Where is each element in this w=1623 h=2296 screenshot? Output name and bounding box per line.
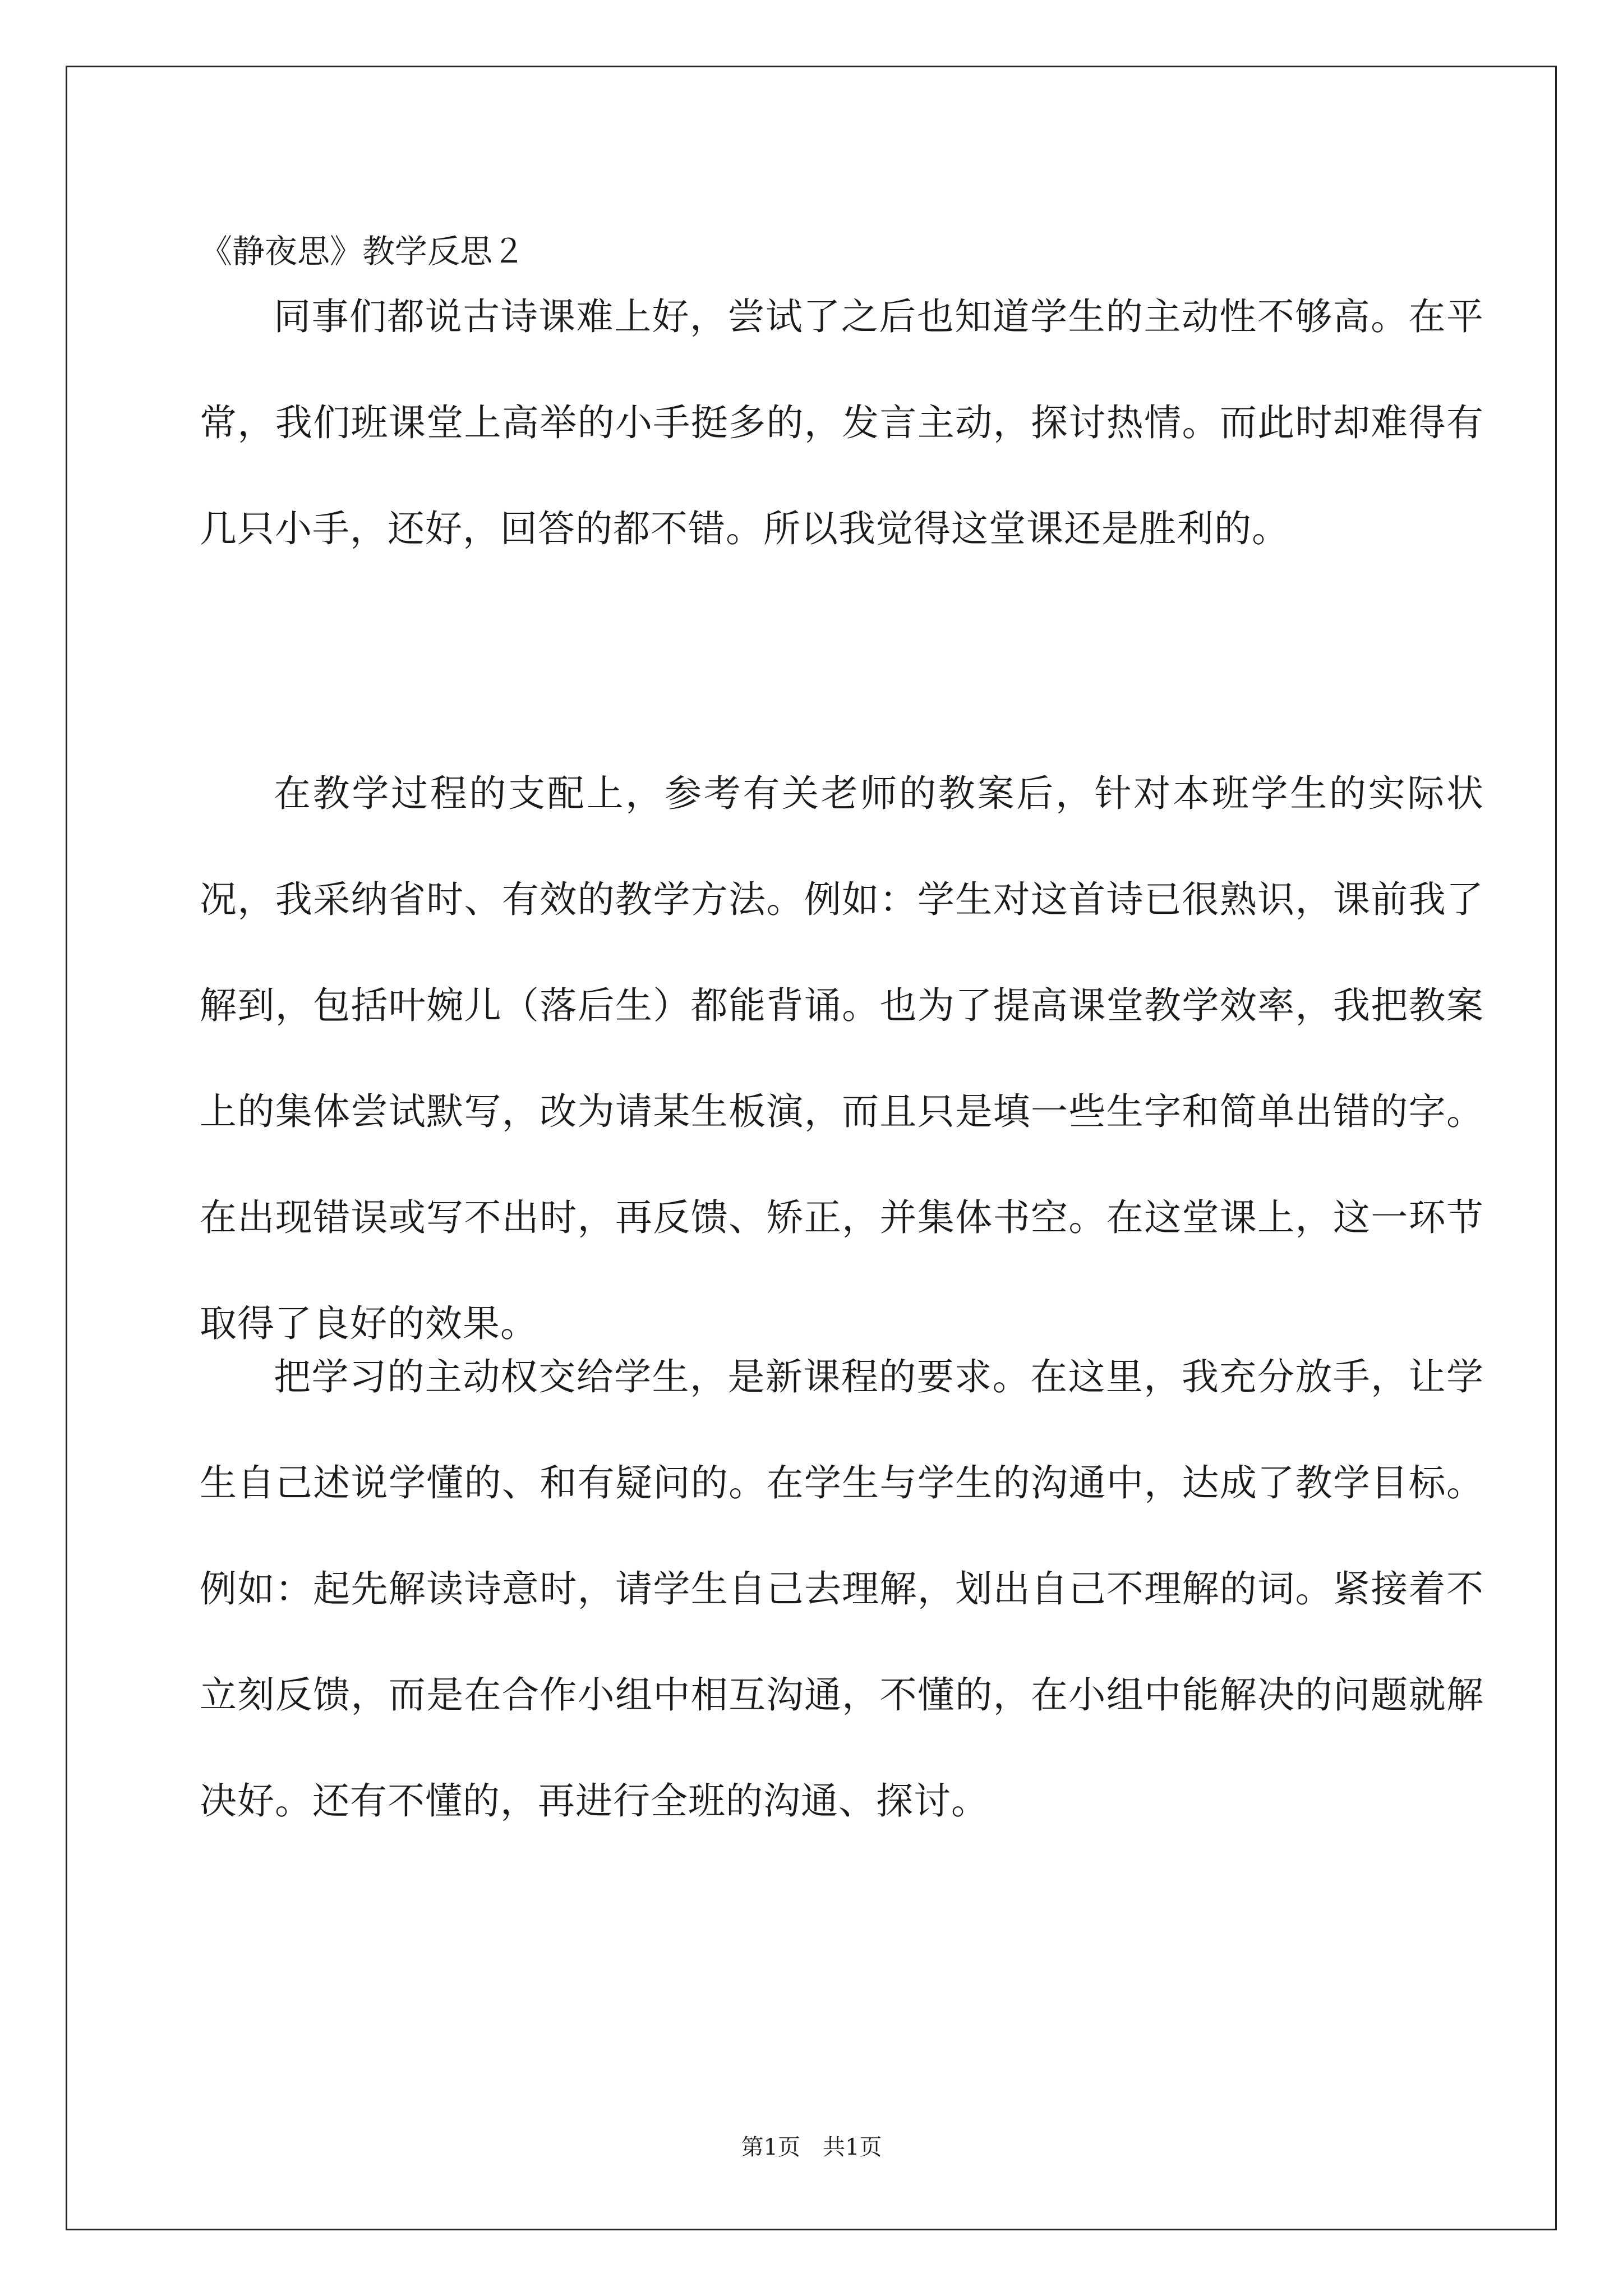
page-number-footer: 第1页 共1页 bbox=[741, 2134, 882, 2160]
document-title: 《静夜思》教学反思２ bbox=[200, 232, 525, 270]
paragraph-2: 在教学过程的支配上，参考有关老师的教案后，针对本班学生的实际状况，我采纳省时、有效的教学方法。例如：学生对这首诗已很熟识，课前我了解到，包括叶婉儿（落后生）都能背诵。也为了提高课堂教学效率，我把教案上的集体尝试默写，改为请某生板演，而且只是填一些生字和简单出错的字。在出现错误或写不出时，再反馈、矫正，并集体书空。在这堂课上，这一环节取得了良好的效果。 bbox=[200, 772, 1484, 1345]
paragraph-1: 同事们都说古诗课难上好，尝试了之后也知道学生的主动性不够高。在平常，我们班课堂上高举的小手挺多的，发言主动，探讨热情。而此时却难得有几只小手，还好，回答的都不错。所以我觉得这堂课还是胜利的。 bbox=[200, 295, 1484, 550]
paragraph-3: 把学习的主动权交给学生，是新课程的要求。在这里，我充分放手，让学生自己述说学懂的、和有疑问的。在学生与学生的沟通中，达成了教学目标。例如：起先解读诗意时，请学生自己去理解，划出自己不理解的词。紧接着不立刻反馈，而是在合作小组中相互沟通，不懂的，在小组中能解决的问题就解决好。还有不懂的，再进行全班的沟通、探讨。 bbox=[200, 1355, 1484, 1823]
